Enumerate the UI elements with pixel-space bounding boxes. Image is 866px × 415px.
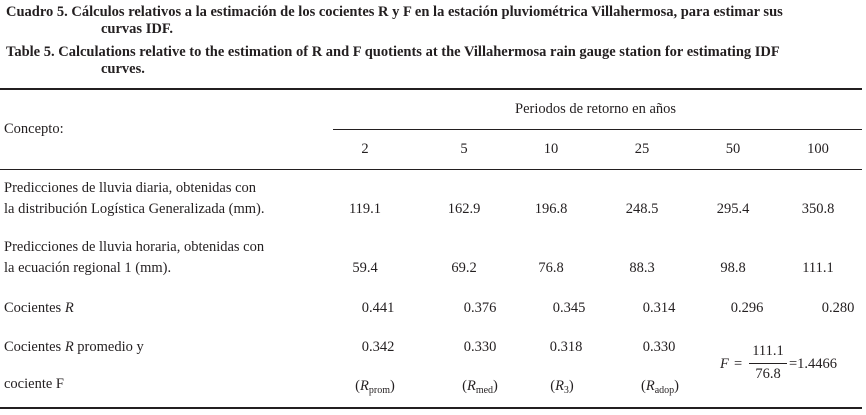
row-quotient-r-value: 0.280 [821, 300, 855, 316]
row-quotient-r-value: 0.345 [552, 300, 586, 316]
row-quotient-r-label: Cocientes R [4, 300, 74, 316]
period-50: 50 [725, 141, 741, 157]
r-3-label: $(R_3)$ [550, 378, 574, 396]
row-hourly-value: 111.1 [802, 260, 834, 276]
row-hourly-label-line1: Predicciones de lluvia horaria, obtenidas con [4, 239, 265, 255]
caption-english [6, 44, 862, 61]
row-daily-value: 196.8 [534, 201, 568, 217]
r-adop-label: $(R_{adop})$ [641, 378, 679, 396]
row-quotient-r-value: 0.296 [730, 300, 764, 316]
row-daily-value: 350.8 [801, 201, 835, 217]
table-top-rule [0, 88, 862, 90]
period-header-rule [333, 129, 862, 130]
row-hourly-value: 69.2 [451, 260, 477, 276]
r-prom-label: $(R_{prom})$ [355, 378, 395, 396]
table-bottom-rule [0, 407, 862, 409]
period-100: 100 [807, 141, 829, 157]
row-quotient-r-value: 0.441 [361, 300, 395, 316]
row-daily-value: 295.4 [716, 201, 750, 217]
r-average-value: 0.330 [642, 339, 676, 355]
caption-english-continuation: curves. [101, 61, 145, 77]
caption-spanish-label: Cuadro 5. [6, 4, 68, 20]
r-average-value: 0.342 [361, 339, 395, 355]
row-daily-label-line1: Predicciones de lluvia diaria, obtenidas con [4, 180, 257, 196]
formula-f: F [720, 356, 729, 372]
r-med-label: $(R_{med})$ [462, 378, 498, 396]
period-25: 25 [634, 141, 650, 157]
row-r-average-label-line2: cociente F [4, 376, 64, 392]
caption-english-text: Calculations relative to the estimation of R and F quotients at the Villahermosa rain gauge station for estimating IDF [58, 44, 780, 60]
row-hourly-label-line2: la ecuación regional 1 (mm). [4, 260, 172, 276]
period-header: Periodos de retorno en años [515, 101, 677, 117]
row-daily-value: 119.1 [348, 201, 382, 217]
caption-spanish [6, 4, 862, 21]
r-average-value: 0.330 [463, 339, 497, 355]
caption-english-label: Table 5. [6, 44, 55, 60]
formula-numerator: 111.1 [752, 343, 784, 359]
row-hourly-value: 76.8 [538, 260, 564, 276]
formula-denominator: 76.8 [755, 366, 781, 382]
header-bottom-rule [0, 169, 862, 170]
row-daily-value: 248.5 [625, 201, 659, 217]
period-2: 2 [361, 141, 369, 157]
row-daily-value: 162.9 [447, 201, 481, 217]
r-average-value: 0.318 [549, 339, 583, 355]
formula-equals: = [734, 356, 743, 372]
row-hourly-value: 59.4 [352, 260, 378, 276]
row-hourly-value: 88.3 [629, 260, 655, 276]
row-hourly-value: 98.8 [720, 260, 746, 276]
row-quotient-r-value: 0.314 [642, 300, 676, 316]
concept-header: Concepto: [4, 121, 64, 137]
period-5: 5 [460, 141, 468, 157]
row-r-average-label-line1: Cocientes R promedio y [4, 339, 144, 355]
caption-spanish-text: Cálculos relativos a la estimación de los cocientes R y F en la estación pluviométrica Villahermosa, para estimar sus [71, 4, 783, 20]
caption-spanish-continuation: curvas IDF. [101, 21, 173, 37]
formula-fraction-bar [749, 363, 787, 364]
formula-result: =1.4466 [789, 356, 838, 372]
period-10: 10 [543, 141, 559, 157]
row-daily-label-line2: la distribución Logística Generalizada (mm). [4, 201, 265, 217]
row-quotient-r-value: 0.376 [463, 300, 497, 316]
